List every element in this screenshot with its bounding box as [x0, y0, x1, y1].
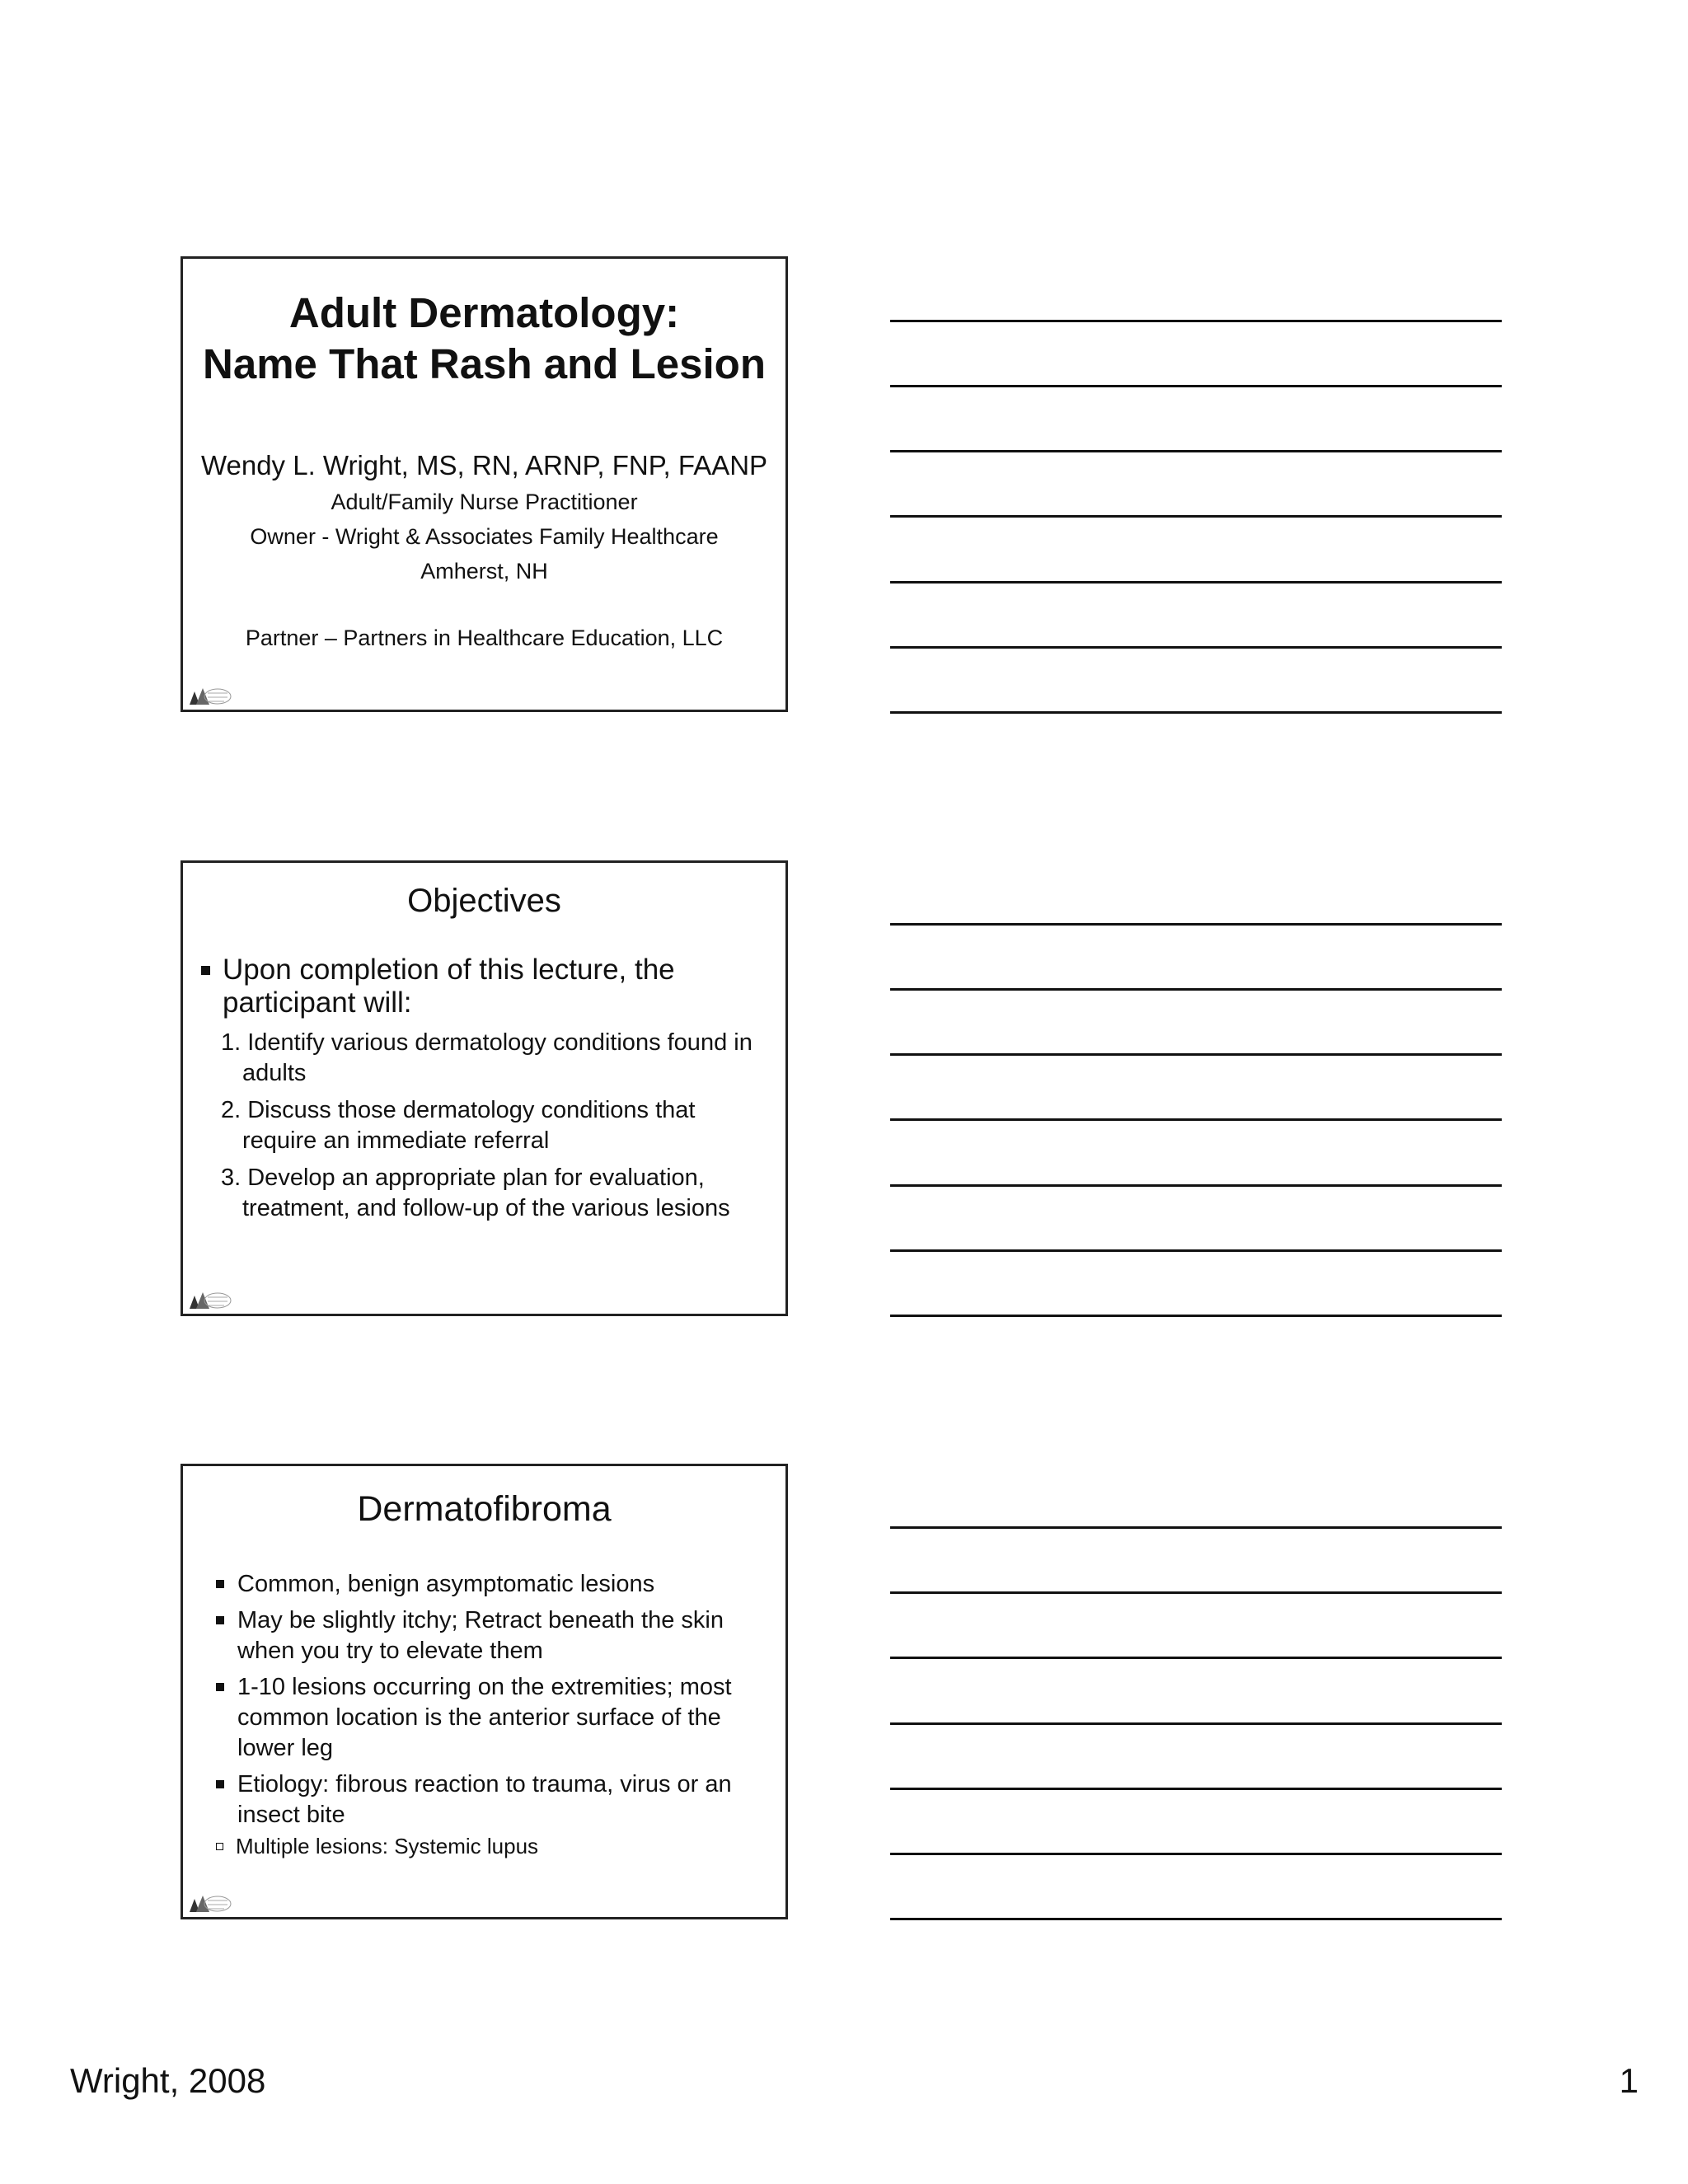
objective-item: 3. Develop an appropriate plan for evaluation, treatment, and follow-up of the various lesions	[221, 1165, 730, 1221]
objectives-bullets	[199, 954, 769, 1019]
note-line	[890, 1918, 1502, 1920]
slide-objectives	[181, 860, 788, 1316]
bullet-item: Common, benign asymptomatic lesions	[214, 1569, 769, 1600]
note-line	[890, 1853, 1502, 1855]
slide-title	[181, 256, 788, 712]
note-line	[890, 1184, 1502, 1187]
note-line	[890, 515, 1502, 518]
slide-dermatofibroma	[181, 1464, 788, 1919]
author-partner: Partner – Partners in Healthcare Education, LLC	[245, 626, 724, 650]
author-location: Amherst, NH	[420, 559, 548, 583]
note-line	[890, 581, 1502, 583]
slide-title-heading	[183, 288, 785, 390]
objectives-list	[221, 1028, 769, 1230]
note-line	[890, 385, 1502, 387]
logo-icon	[186, 1287, 232, 1310]
author-practice: Owner - Wright & Associates Family Healthcare	[250, 524, 719, 549]
note-line	[890, 1722, 1502, 1725]
note-line	[890, 1053, 1502, 1056]
slide-dermatofibroma-heading: Dermatofibroma	[357, 1489, 612, 1529]
logo-icon	[186, 683, 232, 706]
note-line	[890, 1657, 1502, 1659]
title-line-1: Adult Dermatology:	[288, 289, 680, 336]
dermatofibroma-bullets	[214, 1569, 769, 1860]
author-name: Wendy L. Wright, MS, RN, ARNP, FNP, FAANP	[200, 450, 768, 480]
note-line	[890, 320, 1502, 322]
author-role: Adult/Family Nurse Practitioner	[331, 490, 638, 514]
note-line	[890, 1591, 1502, 1594]
note-line	[890, 1315, 1502, 1317]
note-line	[890, 1788, 1502, 1790]
sub-bullet-item: Multiple lesions: Systemic lupus	[214, 1832, 769, 1860]
title-line-2: Name That Rash and Lesion	[203, 340, 766, 387]
note-line	[890, 1118, 1502, 1121]
objective-item: 2. Discuss those dermatology conditions that require an immediate referral	[221, 1097, 696, 1154]
objectives-intro: Upon completion of this lecture, the participant will:	[199, 954, 769, 1019]
bullet-item: Etiology: fibrous reaction to trauma, virus or an insect bite	[214, 1769, 769, 1830]
note-line	[890, 1249, 1502, 1252]
note-line	[890, 646, 1502, 649]
footer-citation: Wright, 2008	[70, 2061, 266, 2100]
logo-icon	[186, 1891, 232, 1914]
slide-objectives-heading: Objectives	[407, 883, 561, 919]
note-line	[890, 988, 1502, 991]
bullet-item: May be slightly itchy; Retract beneath the skin when you try to elevate them	[214, 1605, 769, 1666]
bullet-item: 1-10 lesions occurring on the extremities; most common location is the anterior surface of the lower leg	[214, 1672, 769, 1764]
note-line	[890, 923, 1502, 926]
objective-item: 1. Identify various dermatology conditions found in adults	[221, 1029, 753, 1086]
note-line	[890, 1526, 1502, 1529]
page-number: 1	[1619, 2061, 1639, 2100]
note-line	[890, 711, 1502, 714]
author-block	[183, 447, 785, 588]
note-line	[890, 450, 1502, 452]
